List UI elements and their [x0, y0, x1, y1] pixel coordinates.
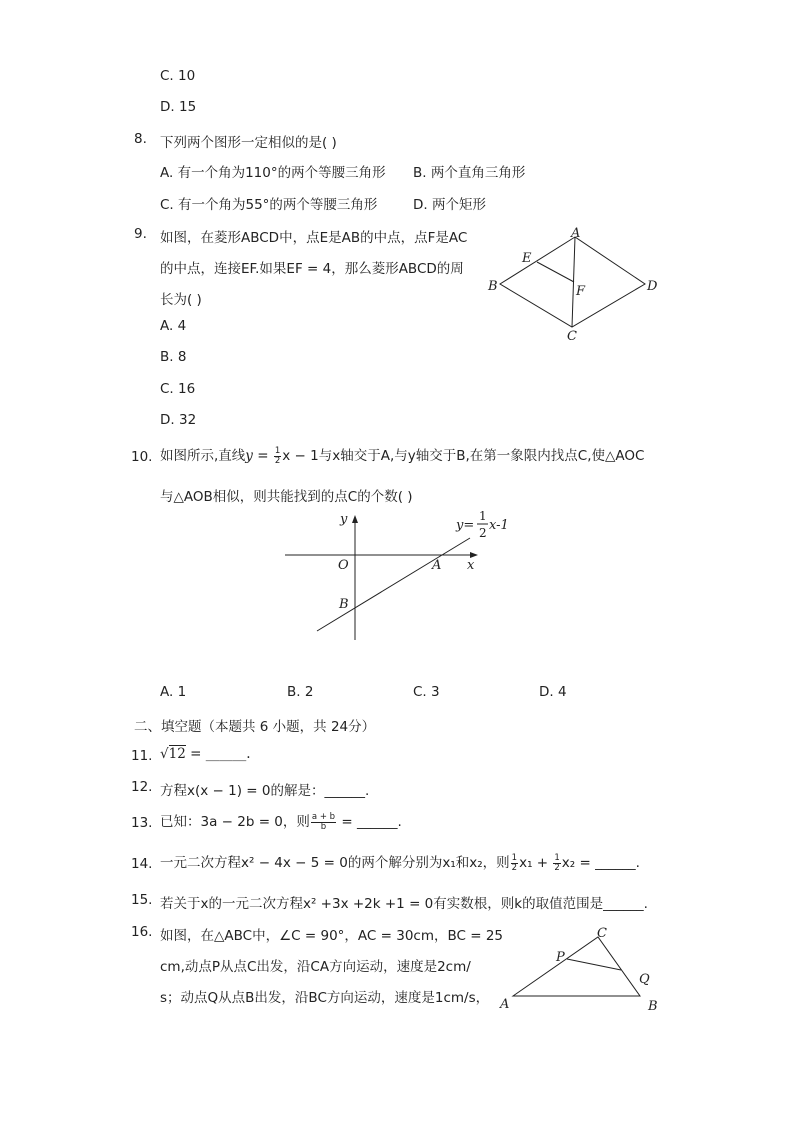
q8-option-a: A. 有一个角为110°的两个等腰三角形 [160, 165, 386, 181]
label-d: D [647, 279, 658, 294]
q10-eq-y: y = [245, 448, 273, 464]
q13-number: 13. [131, 815, 153, 831]
q16-stem-line1: 如图，在△ABC中，∠C = 90°，AC = 30cm，BC = 25 [160, 928, 504, 944]
q8-stem: 下列两个图形一定相似的是( ) [160, 135, 337, 151]
q11-number: 11. [131, 748, 153, 764]
label-x-axis: x [467, 558, 475, 573]
q7-option-d: D. 15 [160, 99, 197, 115]
label-y-axis: y [340, 512, 348, 527]
q10-option-a: A. 1 [160, 684, 187, 700]
q10-text-c: x − 1与x轴交于A,与y轴交于B,在第一象限内找点C,使△AOC [282, 448, 645, 464]
q14-f2-num: 1 [554, 852, 560, 863]
label-a: A [571, 226, 581, 241]
q16-stem-line3: s；动点Q从点B出发，沿BC方向运动，速度是1cm/s， [160, 990, 490, 1006]
label-b: B [648, 999, 658, 1014]
label-b: B [488, 279, 498, 294]
section-2-title: 二、填空题（本题共 6 小题，共 24分） [134, 719, 376, 735]
q11-radicand: 12 [168, 746, 186, 762]
q14-text-a: 一元二次方程x² − 4x − 5 = 0的两个解分别为x₁和x₂，则 [160, 855, 510, 871]
q9-number: 9. [134, 226, 147, 242]
q9-option-a: A. 4 [160, 318, 187, 334]
label-origin: O [338, 558, 349, 573]
q14-fraction-2 [553, 854, 560, 873]
q7-option-c: C. 10 [160, 68, 196, 84]
q13-fraction [311, 813, 336, 832]
rhombus-figure [480, 222, 670, 347]
q14-text-b: x₂ = ______. [561, 855, 640, 871]
q13-text-b: = ______. [337, 814, 402, 830]
q9-stem-line2: 的中点，连接EF.如果EF = 4，那么菱形ABCD的周 [160, 261, 464, 277]
line-graph-figure [280, 505, 510, 645]
q9-option-b: B. 8 [160, 349, 187, 365]
label-a: A [500, 997, 510, 1012]
sqrt-sign: √ [160, 746, 169, 762]
q13-text-a: 已知：3a − 2b = 0，则 [160, 814, 310, 830]
label-b: B [339, 597, 349, 612]
q13-body [160, 807, 402, 837]
eq-num: 1 [479, 509, 487, 523]
segment-pq [567, 959, 621, 970]
eq-den: 2 [479, 526, 487, 540]
q10-frac-den: 2 [274, 455, 281, 466]
q8-option-b: B. 两个直角三角形 [413, 165, 526, 181]
q16-number: 16. [131, 924, 153, 940]
triangle-abc [513, 937, 640, 996]
segment-ef [537, 262, 574, 282]
q9-option-d: D. 32 [160, 412, 197, 428]
y-axis-arrow [352, 515, 358, 523]
q14-f1-num: 1 [511, 852, 518, 863]
q10-fraction [274, 447, 281, 466]
q14-fraction-1 [511, 854, 518, 873]
q10-text-a: 如图所示,直线 [160, 448, 246, 464]
q16-stem-line2: cm,动点P从点C出发，沿CA方向运动，速度是2cm/ [160, 959, 471, 975]
label-p: P [556, 950, 565, 965]
q10-stem-line1 [160, 442, 644, 470]
q14-mid: x₁ + [519, 855, 553, 871]
label-c: C [567, 329, 577, 344]
q10-option-b: B. 2 [287, 684, 314, 700]
label-a: A [432, 558, 442, 573]
q14-number: 14. [131, 856, 153, 872]
q11-rest: = ______. [185, 746, 251, 762]
eq-suffix: x-1 [489, 518, 509, 533]
triangle-figure [495, 920, 670, 1020]
label-e: E [522, 251, 532, 266]
q13-frac-num: a + b [311, 811, 336, 822]
q9-stem-line1: 如图，在菱形ABCD中，点E是AB的中点，点F是AC [160, 230, 468, 246]
line-y-half-x-minus-1 [317, 538, 470, 631]
label-c: C [597, 926, 607, 941]
q12-number: 12. [131, 779, 153, 795]
q10-option-c: C. 3 [413, 684, 440, 700]
q10-stem-line2: 与△AOB相似，则共能找到的点C的个数( ) [160, 489, 413, 505]
q8-option-d: D. 两个矩形 [413, 197, 486, 213]
q8-option-c: C. 有一个角为55°的两个等腰三角形 [160, 197, 378, 213]
q13-frac-den: b [320, 821, 327, 832]
q10-number: 10. [131, 449, 153, 465]
q15-text: 若关于x的一元二次方程x² +3x +2k +1 = 0有实数根，则k的取值范围是______. [160, 896, 648, 912]
q14-f2-den: 2 [554, 862, 560, 873]
eq-prefix: y= [456, 518, 475, 533]
q12-text: 方程x(x − 1) = 0的解是：______. [160, 783, 370, 799]
label-f: F [576, 284, 586, 299]
q9-option-c: C. 16 [160, 381, 196, 397]
q11-body [160, 746, 250, 762]
q8-number: 8. [134, 131, 147, 147]
q15-number: 15. [131, 892, 153, 908]
q9-stem-line3: 长为( ) [160, 292, 202, 308]
q10-frac-num: 1 [274, 445, 281, 456]
label-q: Q [639, 972, 650, 987]
q14-f1-den: 2 [511, 862, 518, 873]
q10-option-d: D. 4 [539, 684, 567, 700]
q14-body [160, 848, 640, 878]
